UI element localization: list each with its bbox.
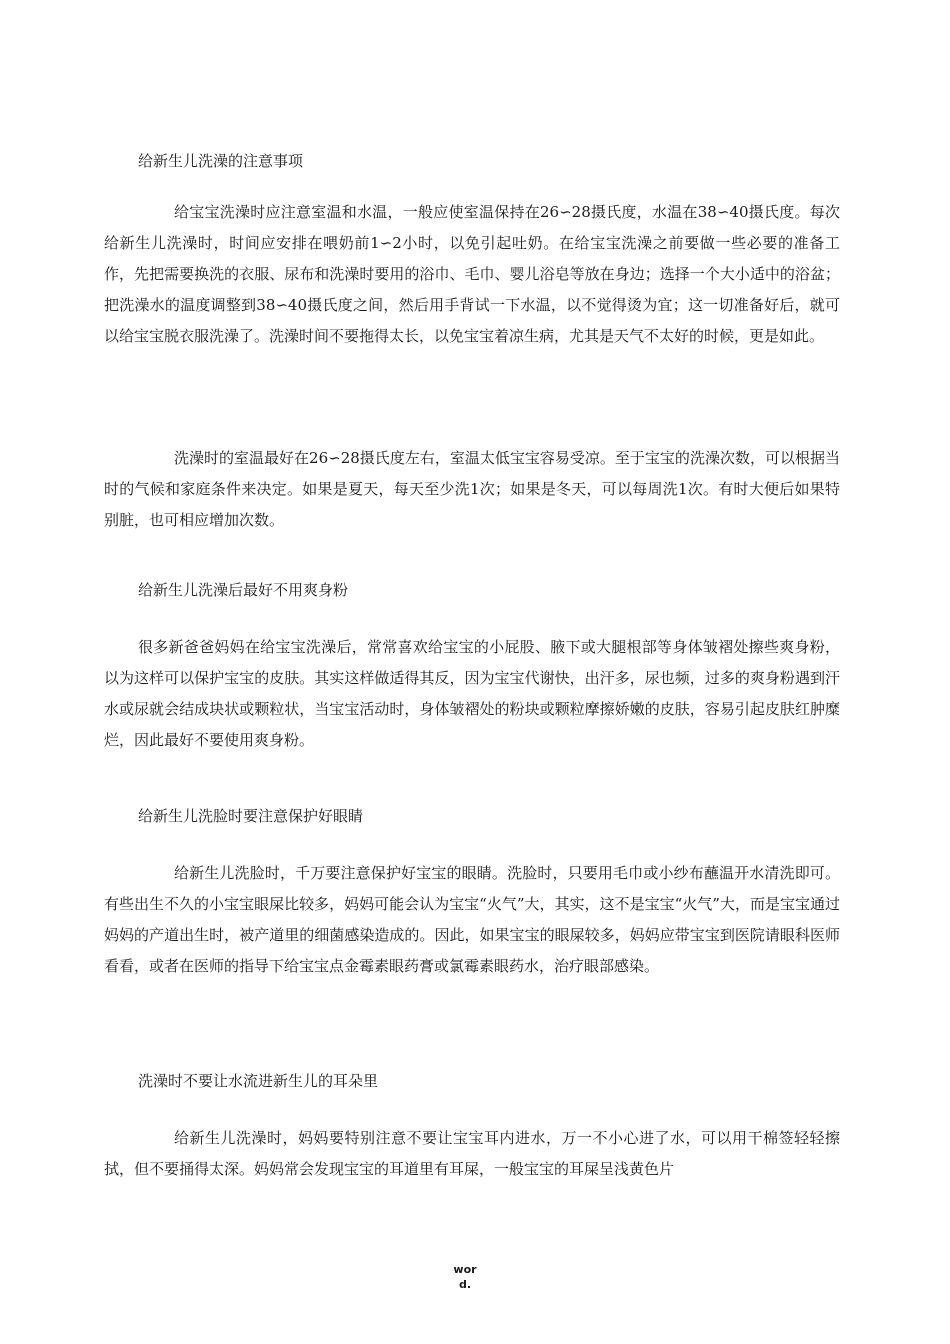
footer-line-2: d. — [458, 1278, 472, 1291]
section-heading-protect-eyes: 给新生儿洗脸时要注意保护好眼睛 — [138, 807, 364, 825]
paragraph-room-temperature: 洗澡时的室温最好在26∽28摄氏度左右，室温太低宝宝容易受凉。至于宝宝的洗澡次数，可以根据当时的气候和家庭条件来决定。如果是夏天，每天至少洗1次；如果是冬天，可以每周洗1次。有时大便后如果特别脏，也可相应增加次数。 — [104, 449, 840, 529]
section-heading-no-powder: 给新生儿洗澡后最好不用爽身粉 — [138, 581, 349, 599]
page-footer — [440, 1262, 490, 1292]
paragraph-eye-care: 给新生儿洗脸时，千万要注意保护好宝宝的眼睛。洗脸时，只要用毛巾或小纱布蘸温开水清洗即可。有些出生不久的小宝宝眼屎比较多，妈妈可能会认为宝宝“火气”大，其实，这不是宝宝“火气”大，而是宝宝通过妈妈的产道出生时，被产道里的细菌感染造成的。因此，如果宝宝的眼屎较多，妈妈应带宝宝到医院请眼科医师看看，或者在医师的指导下给宝宝点金霉素眼药膏或氯霉素眼药水，治疗眼部感染。 — [104, 864, 840, 975]
paragraph-bath-preparation: 给宝宝洗澡时应注意室温和水温，一般应使室温保持在26∽28摄氏度，水温在38∽40摄氏度。每次给新生儿洗澡时，时间应安排在喂奶前1∽2小时，以免引起吐奶。在给宝宝洗澡之前要做一些必要的准备工作，先把需要换洗的衣服、尿布和洗澡时要用的浴巾、毛巾、婴儿浴皂等放在身边；选择一个大小适中的浴盆；把洗澡水的温度调整到38∽40摄氏度之间，然后用手背试一下水温，以不觉得烫为宜；这一切准备好后，就可以给宝宝脱衣服洗澡了。洗澡时间不要拖得太长，以免宝宝着凉生病，尤其是天气不太好的时候，更是如此。 — [104, 203, 840, 345]
paragraph-ear-care: 给新生儿洗澡时，妈妈要特别注意不要让宝宝耳内进水，万一不小心进了水，可以用干棉签轻轻擦拭，但不要捅得太深。妈妈常会发现宝宝的耳道里有耳屎，一般宝宝的耳屎呈浅黄色片 — [104, 1129, 840, 1178]
section-heading-ear-water: 洗澡时不要让水流进新生儿的耳朵里 — [138, 1072, 379, 1090]
section-heading-bath-notes: 给新生儿洗澡的注意事项 — [138, 152, 304, 170]
paragraph-powder-advice: 很多新爸爸妈妈在给宝宝洗澡后，常常喜欢给宝宝的小屁股、腋下或大腿根部等身体皱褶处擦些爽身粉，以为这样可以保护宝宝的皮肤。其实这样做适得其反，因为宝宝代谢快，出汗多，尿也频，过多的爽身粉遇到汗水或尿就会结成块状或颗粒状，当宝宝活动时，身体皱褶处的粉块或颗粒摩擦娇嫩的皮肤，容易引起皮肤红肿糜烂，因此最好不要使用爽身粉。 — [104, 638, 840, 749]
footer-line-1: wor — [453, 1263, 477, 1276]
